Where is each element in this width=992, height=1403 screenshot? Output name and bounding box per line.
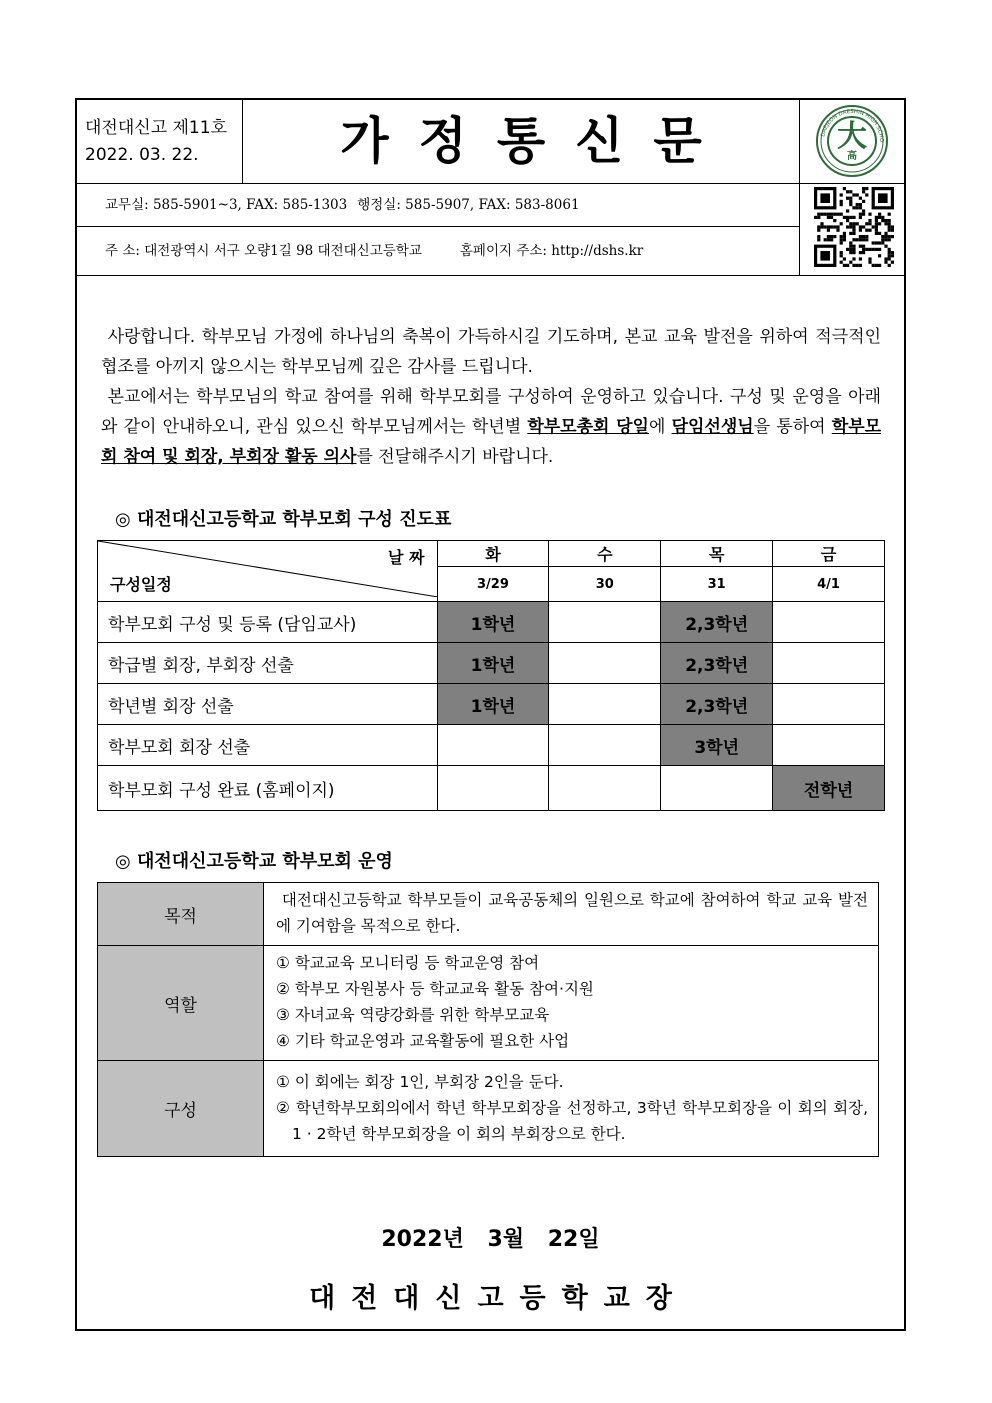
schedule-row-label: 학부모회 구성 및 등록 (담임교사) bbox=[98, 602, 438, 643]
intro-paragraph-1 bbox=[101, 322, 881, 382]
table-row bbox=[98, 684, 885, 725]
schedule-table bbox=[97, 540, 885, 811]
date-header: 31 bbox=[661, 567, 773, 602]
highlight-participation: 학부모회 참여 및 회장, 부회장 활동 의사 bbox=[101, 417, 882, 467]
issue-number: 대전대신고 제11호 bbox=[85, 118, 227, 138]
date-header: 30 bbox=[549, 567, 661, 602]
table-row bbox=[98, 643, 885, 684]
table-row bbox=[98, 946, 879, 1061]
role-label: 역할 bbox=[98, 946, 264, 1061]
schedule-cell bbox=[773, 643, 885, 684]
intro-p2-text-a: 본교에서는 학부모님의 학교 참여를 위해 학부모회를 구성하여 운영하고 있습니다. 구성 및 운영을 아래와 같이 안내하오니, 관심 있으신 학부모님께서는 학년별 bbox=[101, 387, 881, 437]
intro-p2-text-d: 를 전달해주시기 바랍니다. bbox=[356, 447, 554, 467]
list-item: ① 학교교육 모니터링 등 학교운영 참여 bbox=[276, 954, 540, 972]
composition-list bbox=[264, 1061, 879, 1157]
issue-date: 2022. 03. 22. bbox=[85, 145, 199, 165]
day-header: 목 bbox=[661, 541, 773, 567]
highlight-homeroom-teacher: 담임선생님 bbox=[671, 417, 754, 437]
operation-table bbox=[97, 882, 879, 1157]
schedule-row-label: 학급별 회장, 부회장 선출 bbox=[98, 643, 438, 684]
schedule-cell: 2,3학년 bbox=[661, 684, 773, 725]
issue-date-footer: 2022년 3월 22일 bbox=[381, 1227, 600, 1252]
schedule-cell: 1학년 bbox=[437, 684, 549, 725]
purpose-text bbox=[264, 883, 879, 946]
schedule-cell bbox=[549, 643, 661, 684]
qr-code-icon[interactable] bbox=[814, 187, 894, 267]
intro-p2-text-c: 을 통하여 bbox=[753, 417, 832, 437]
schedule-cell bbox=[773, 602, 885, 643]
table-row bbox=[98, 766, 885, 811]
school-address: 주 소: 대전광역시 서구 오량1길 98 대전대신고등학교 bbox=[105, 243, 422, 259]
day-header: 금 bbox=[773, 541, 885, 567]
schedule-cell bbox=[549, 684, 661, 725]
role-list bbox=[264, 946, 879, 1061]
table-row bbox=[98, 725, 885, 766]
table-row bbox=[98, 602, 885, 643]
purpose-text-content: 대전대신고등학교 학부모들이 교육공동체의 일원으로 학교에 참여하여 학교 교육 발전에 기여함을 목적으로 한다. bbox=[276, 891, 868, 935]
emblem-char: 大 bbox=[837, 119, 867, 154]
intro-text bbox=[101, 322, 881, 472]
schedule-cell: 전학년 bbox=[773, 766, 885, 811]
schedule-corner bbox=[98, 541, 438, 602]
contact-row bbox=[77, 184, 799, 227]
logo-column bbox=[799, 100, 905, 275]
office-contact: 교무실: 585-5901~3, FAX: 585-1303 bbox=[105, 197, 348, 213]
day-header: 화 bbox=[437, 541, 549, 567]
table-row bbox=[98, 1061, 879, 1157]
issue-info bbox=[77, 100, 243, 183]
schedule-cell bbox=[549, 766, 661, 811]
intro-p1-text: 사랑합니다. 학부모님 가정에 하나님의 축복이 가득하시길 기도하며, 본교 교육 발전을 위하여 적극적인 협조를 아끼지 않으시는 학부모님께 깊은 감사를 드립니다. bbox=[101, 327, 881, 377]
schedule-cell: 2,3학년 bbox=[661, 602, 773, 643]
schedule-cell: 1학년 bbox=[437, 643, 549, 684]
schedule-cell bbox=[437, 766, 549, 811]
table-row bbox=[98, 883, 879, 946]
schedule-cell bbox=[549, 602, 661, 643]
schedule-row-label: 학부모회 구성 완료 (홈페이지) bbox=[98, 766, 438, 811]
list-item: ② 학부모 자원봉사 등 학교교육 활동 참여·지원 bbox=[276, 980, 594, 998]
composition-label: 구성 bbox=[98, 1061, 264, 1157]
schedule-row-label: 학부모회 회장 선출 bbox=[98, 725, 438, 766]
schedule-cell bbox=[661, 766, 773, 811]
schedule-cell: 1학년 bbox=[437, 602, 549, 643]
homepage-link[interactable]: 홈페이지 주소: http://dshs.kr bbox=[459, 243, 644, 259]
schedule-cell bbox=[549, 725, 661, 766]
corner-date-label: 날 짜 bbox=[388, 548, 425, 567]
intro-paragraph-2 bbox=[101, 382, 881, 472]
schedule-row-label: 학년별 회장 선출 bbox=[98, 684, 438, 725]
date-header: 4/1 bbox=[773, 567, 885, 602]
list-item: ② 학년학부모회의에서 학년 학부모회장을 선정하고, 3학년 학부모회장을 이 회의 회장, 1 · 2학년 학부모회장을 이 회의 부회장으로 한다. bbox=[276, 1098, 868, 1143]
highlight-general-meeting: 학부모총회 당일 bbox=[527, 417, 649, 437]
emblem-inner-char: 高 bbox=[847, 151, 857, 162]
emblem-ring-text: DAEJEON DAESHIN HIGH SCHO bbox=[820, 108, 885, 143]
date-header: 3/29 bbox=[437, 567, 549, 602]
school-emblem-icon bbox=[800, 100, 905, 183]
purpose-label: 목적 bbox=[98, 883, 264, 946]
schedule-cell bbox=[773, 684, 885, 725]
page-title: 가정통신문 bbox=[340, 112, 732, 170]
schedule-cell: 3학년 bbox=[661, 725, 773, 766]
operation-heading: ◎ 대전대신고등학교 학부모회 운영 bbox=[115, 851, 393, 872]
list-item: ③ 자녀교육 역량강화를 위한 학부모교육 bbox=[276, 1006, 550, 1024]
schedule-cell bbox=[437, 725, 549, 766]
schedule-heading: ◎ 대전대신고등학교 학부모회 구성 진도표 bbox=[115, 509, 452, 530]
header-top-row bbox=[77, 100, 904, 184]
address-row bbox=[77, 228, 799, 275]
newsletter-frame bbox=[75, 98, 906, 1331]
header-divider bbox=[77, 275, 904, 276]
schedule-cell: 2,3학년 bbox=[661, 643, 773, 684]
list-item: ① 이 회에는 회장 1인, 부회장 2인을 둔다. bbox=[276, 1072, 564, 1091]
schedule-day-row bbox=[98, 541, 885, 567]
principal-signature: 대전대신고등학교장 bbox=[309, 1283, 688, 1314]
intro-p2-text-b: 에 bbox=[648, 417, 672, 437]
schedule-cell bbox=[773, 725, 885, 766]
corner-schedule-label: 구성일정 bbox=[110, 575, 172, 594]
day-header: 수 bbox=[549, 541, 661, 567]
list-item: ④ 기타 학교운영과 교육활동에 필요한 사업 bbox=[276, 1032, 570, 1050]
admin-contact: 행정실: 585-5907, FAX: 583-8061 bbox=[357, 197, 580, 213]
